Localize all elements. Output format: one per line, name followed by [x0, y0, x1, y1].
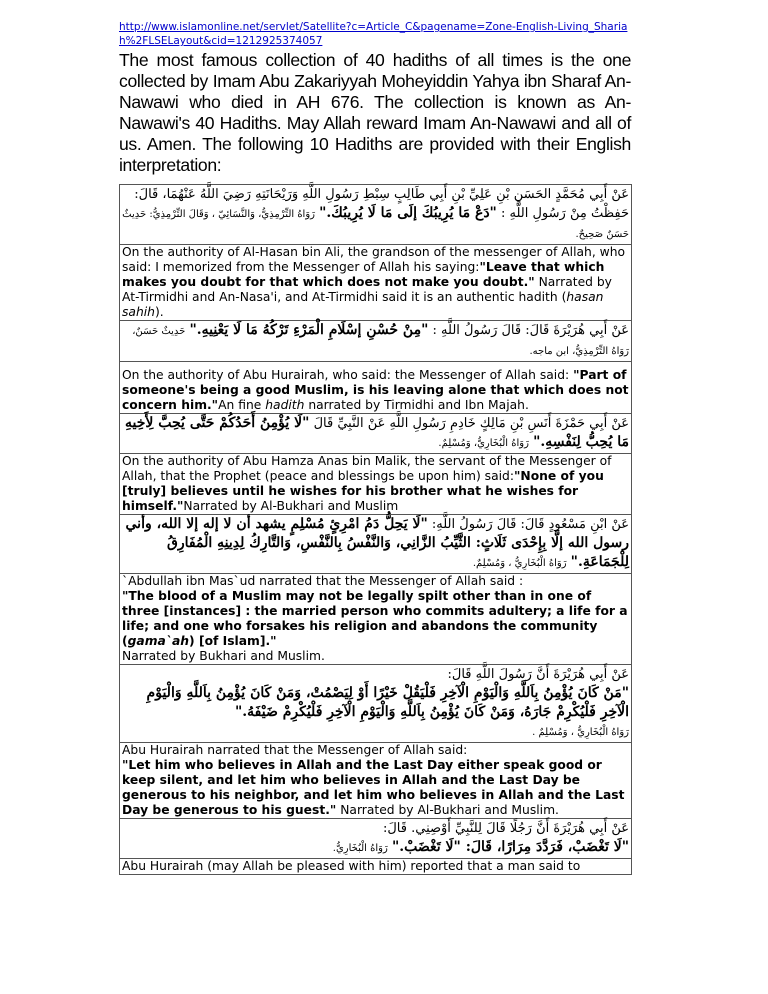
hadith-arabic-text	[120, 321, 632, 362]
english-saying: "Let him who believes in Allah and the Last Day either speak good or keep silent, and let him who believes in Allah and the Last Day be generous to his neighbor, and let him who believes in Allah and the Last Day be generous to his guest."	[122, 758, 625, 817]
hadith-english-text	[120, 454, 632, 515]
hadith-arabic-row	[120, 321, 632, 362]
hadith-arabic-row	[120, 819, 632, 859]
hadith-arabic-row	[120, 665, 632, 743]
arabic-narration: عَنْ أَبِي مُحَمَّدٍ الحَسَنِ بْنِ عَلِيِّ بْنِ أَبِي طَالِبٍ سِبْطِ رَسُولِ اللَّهِ وَرَيْحَانَتِهِ رَضِيَ اللَّهُ عَنْهُمَا، قَالَ: حَفِظْتُ مِنْ رَسُولِ اللَّهِ :	[134, 187, 629, 221]
english-narration: On the authority of Al-Hasan bin Ali, the grandson of the messenger of Allah, who said: I memorized from the Messenger of Allah his saying:	[122, 245, 626, 274]
english-source: Narrated by At-Tirmidhi and An-Nasa'i, and At-Tirmidhi said it is an authentic hadith (	[122, 275, 612, 304]
english-saying: "Leave that which makes you doubt for that which does not make you doubt."	[122, 260, 605, 289]
document-page	[119, 20, 631, 875]
arabic-narration: عَنْ ابْنِ مَسْعُودٍ قَالَ: قَالَ رَسُولُ اللَّهِ:	[431, 517, 629, 532]
english-saying: "Part of someone's being a good Muslim, is his leaving alone that which does not concern him."	[122, 368, 629, 412]
hadith-arabic-text	[120, 819, 632, 859]
arabic-saying: "دَعْ مَا يُرِيبُكَ إلَى مَا لَا يُرِيبُكَ."	[319, 205, 497, 221]
hadith-arabic-text	[120, 414, 632, 454]
english-narration: On the authority of Abu Hamza Anas bin Malik, the servant of the Messenger of Allah, that the Prophet (peace and blessings be upon him) said:	[122, 454, 612, 483]
english-source-end: narrated by Tirmidhi and Ibn Majah.	[304, 398, 529, 412]
arabic-narration: عَنْ أَبِي حَمْزَةَ أَنَسِ بْنِ مَالِكٍ خَادِمِ رَسُولِ اللَّهِ عَنْ النَّبِيِّ قَالَ	[313, 416, 629, 431]
hadith-english-row	[120, 574, 632, 665]
hadith-english-text	[120, 245, 632, 321]
arabic-narration: عَنْ أَبِي هُرَيْرَةَ أَنَّ رَجُلًا قَالَ لِلنَّبِيِّ أَوْصِنِي. قَالَ:	[382, 821, 629, 836]
english-saying-end: ) [of Islam]."	[189, 634, 277, 648]
arabic-source: رَوَاهُ الْبُخَارِيُّ.	[332, 843, 388, 854]
hadith-english-text	[120, 859, 632, 875]
english-source: An fine	[218, 398, 266, 412]
arabic-saying: "لَا يُؤْمِنُ أَحَدُكُمْ حَتَّى يُحِبَّ لِأَخِيهِ مَا يُحِبُّ لِنَفْسِهِ."	[125, 415, 629, 450]
hadith-english-row	[120, 859, 632, 875]
english-saying-term: gama`ah	[127, 634, 190, 648]
hadith-english-row	[120, 362, 632, 414]
hadith-english-text	[120, 743, 632, 819]
english-saying: "None of you [truly] believes until he wishes for his brother what he wishes for himself."	[122, 469, 604, 513]
arabic-narration: عَنْ أَبِي هُرَيْرَةَ أَنَّ رَسُولَ اللَّهِ قَالَ:	[447, 667, 629, 682]
hadith-arabic-row	[120, 515, 632, 574]
english-saying: "The blood of a Muslim may not be legally spilt other than in one of three [instances] : the married person who commits adultery; a life for a life; and one who forsakes his religion and abandons the community (	[122, 589, 628, 648]
english-narration: On the authority of Abu Hurairah, who said: the Messenger of Allah said:	[122, 368, 570, 382]
english-source-term: hasan sahih	[122, 290, 604, 319]
english-narration: `Abdullah ibn Mas`ud narrated that the Messenger of Allah said :	[122, 574, 524, 588]
intro-paragraph: The most famous collection of 40 hadiths of all times is the one collected by Imam Abu Zakariyyah Moheyiddin Yahya ibn Sharaf An-Nawawi who died in AH 676. The collection is known as An-Nawawi's 40 Hadiths. May Allah reward Imam An-Nawawi and all of us. Amen. The following 10 Hadiths are provided with their English interpretation:	[119, 50, 631, 175]
hadith-arabic-row	[120, 185, 632, 245]
arabic-source: رَوَاهُ الْبُخَارِيُّ، وَمُسْلِمٌ.	[438, 438, 529, 449]
english-source-term: hadith	[265, 398, 305, 412]
arabic-source: رَوَاهُ التِّرْمِذِيُّ، وَالنَّسَائِيّ ، وَقَالَ التِّرْمِذِيُّ: حَدِيثٌ حَسَنٌ صَحِيحٌ.	[122, 209, 629, 240]
english-source-end: ).	[154, 305, 164, 319]
english-narration: Abu Hurairah (may Allah be pleased with him) reported that a man said to	[122, 859, 581, 873]
arabic-saying: "مَنْ كَانَ يُؤْمِنُ بِاَللَّهِ وَالْيَوْمِ الْآخِرِ فَلْيَقُلْ خَيْرًا أَوْ لِيَصْمُتْ، وَمَنْ كَانَ يُؤْمِنُ بِاَللَّهِ وَالْيَوْمِ الْآخِرِ فَلْيُكْرِمْ جَارَهُ، وَمَنْ كَانَ يُؤْمِنُ بِاَللَّهِ وَالْيَوْمِ الْآخِرِ فَلْيُكْرِمْ ضَيْفَهُ."	[146, 685, 629, 720]
hadith-english-row	[120, 245, 632, 321]
hadith-arabic-text	[120, 665, 632, 743]
hadith-arabic-text	[120, 515, 632, 574]
arabic-source: رَوَاهُ الْبُخَارِيُّ ، وَمُسْلِمٌ .	[532, 727, 629, 738]
hadith-table	[119, 184, 632, 875]
english-source: Narrated by Al-Bukhari and Muslim	[183, 499, 399, 513]
source-url-link[interactable]: http://www.islamonline.net/servlet/Satellite?c=Article_C&pagename=Zone-English-Living_Shariah%2FLSELayout&cid=1212925374057	[119, 21, 628, 47]
hadith-english-text	[120, 574, 632, 665]
hadith-english-row	[120, 743, 632, 819]
hadith-arabic-text	[120, 185, 632, 245]
hadith-english-row	[120, 454, 632, 515]
arabic-narration: عَنْ أَبِي هُرَيْرَةَ قَالَ: قَالَ رَسُولُ اللَّهِ :	[432, 323, 629, 338]
hadith-arabic-row	[120, 414, 632, 454]
english-narration: Abu Hurairah narrated that the Messenger of Allah said:	[122, 743, 468, 757]
english-source: Narrated by Al-Bukhari and Muslim.	[340, 803, 559, 817]
arabic-saying: "لَا تَغْضَبْ، فَرَدَّدَ مِرَارًا، قَالَ: "لَا تَغْضَبْ."	[391, 839, 629, 855]
arabic-saying: "مِنْ حُسْنِ إسْلَامِ الْمَرْءِ تَرْكُهُ مَا لَا يَعْنِيهِ."	[189, 322, 429, 338]
arabic-saying: "لَا يَحِلُّ دَمُ امْرِئٍ مُسْلِمٍ يشهد أن لا إله إلا الله، وأني رسول الله إلَّا بِإِحْدَى ثَلَاثٍ: الثَّيِّبُ الزَّانِي، وَالنَّفْسُ بِالنَّفْسِ، وَالتَّارِكُ لِدِينِهِ الْمُفَارِقُ لِلْجَمَاعَةِ."	[125, 516, 629, 570]
hadith-english-text	[120, 362, 632, 414]
arabic-source: رَوَاهُ الْبُخَارِيُّ ، وَمُسْلِمٌ.	[472, 558, 567, 569]
english-source: Narrated by Bukhari and Muslim.	[122, 649, 325, 663]
arabic-source: حَدِيثٌ حَسَنٌ، رَوَاهُ التِّرْمِذِيُّ، ابن ماجه.	[132, 326, 629, 357]
